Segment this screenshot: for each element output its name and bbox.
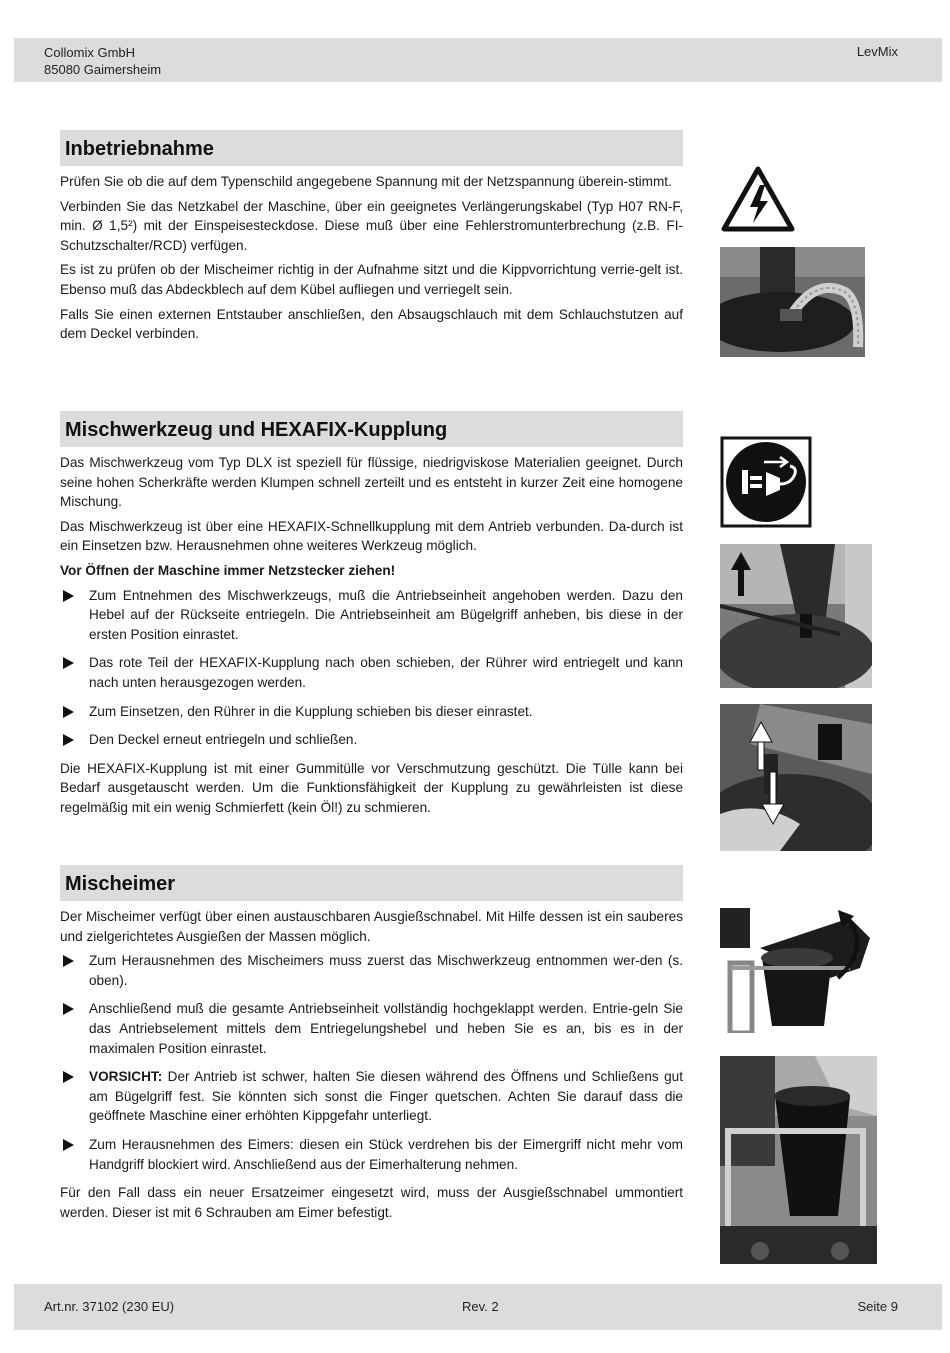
bullet-triangle-icon xyxy=(63,955,74,967)
bucket-tilt-photo xyxy=(720,908,875,1033)
company-name: Collomix GmbH xyxy=(44,45,136,60)
bullet-triangle-icon xyxy=(63,706,74,718)
caution-label: VORSICHT: xyxy=(89,1069,163,1085)
paragraph: Der Mischeimer verfügt über einen austauschbaren Ausgießschnabel. Mit Hilfe dessen ist ein sauberes und zielgerichtetes Ausgießen der Massen möglich. xyxy=(60,909,683,944)
section-title: Mischeimer xyxy=(60,865,683,901)
bullet-triangle-icon xyxy=(63,734,74,746)
bullet-triangle-icon xyxy=(63,1071,74,1083)
bullet-triangle-icon xyxy=(63,1003,74,1015)
list-item: Zum Entnehmen des Mischwerkzeugs, muß die Antriebseinheit angehoben werden. Dazu den Hebel auf der Rückseite entriegeln. Die Antriebseinheit am Bügelgriff anheben, bis diese in der ersten Position einrastet. xyxy=(60,586,683,645)
warning-text: Vor Öffnen der Maschine immer Netzstecker ziehen! xyxy=(60,562,396,578)
bullet-triangle-icon xyxy=(63,590,74,602)
paragraph: Es ist zu prüfen ob der Mischeimer richtig in der Aufnahme sitzt und die Kippvorrichtung verrie-gelt ist. Ebenso muß das Abdeckblech auf dem Kübel aufliegen und verriegelt sein. xyxy=(60,262,683,297)
page-footer xyxy=(14,1284,942,1330)
bucket-removal-photo xyxy=(720,1056,877,1264)
paragraph: Prüfen Sie ob die auf dem Typenschild angegebene Spannung mit der Netzspannung überein-stimmt. xyxy=(60,174,672,189)
bullet-triangle-icon xyxy=(63,1139,74,1151)
list-item: Zum Einsetzen, den Rührer in die Kupplung schieben bis dieser einrastet. xyxy=(60,702,683,722)
company-block xyxy=(44,44,161,78)
section-mischeimer xyxy=(60,865,683,1227)
product-name: LevMix xyxy=(856,44,898,59)
section-inbetriebnahme xyxy=(60,130,683,349)
paragraph: Die HEXAFIX-Kupplung ist mit einer Gummitülle vor Verschmutzung geschützt. Die Tülle kann bei Bedarf ausgetauscht werden. Um die Funktionsfähigkeit der Kupplung zu gewährleisten ist diese regelmäßig mit ein wenig Schmierfett (kein Öl!) zu schmieren. xyxy=(60,760,683,815)
article-number: Art.nr. 37102 (230 EU) xyxy=(44,1299,175,1314)
list-item: VORSICHT: Der Antrieb ist schwer, halten Sie diesen während des Öffnens und Schließens gut am Bügelgriff fest. Sie könnten sich sonst die Finger quetschen. Achten Sie darauf dass die geöffnete Maschine einer erhöhten Kippgefahr unterliegt. xyxy=(60,1067,683,1126)
paragraph: Falls Sie einen externen Entstauber anschließen, den Absaugschlauch mit dem Schlauchstutzen auf dem Deckel verbinden. xyxy=(60,306,683,342)
page-number: Seite 9 xyxy=(857,1299,898,1314)
company-address: 85080 Gaimersheim xyxy=(44,62,162,77)
hexafix-coupling-photo xyxy=(720,704,872,851)
high-voltage-warning-icon xyxy=(720,165,796,233)
section-mischwerkzeug xyxy=(60,411,683,823)
drive-lift-photo xyxy=(720,544,872,688)
paragraph: Das Mischwerkzeug vom Typ DLX ist speziell für flüssige, niedrigviskose Materialien geeignet. Durch seine hohen Scherkräfte werden Klumpen schnell zerteilt und es entsteht in kurzer Zeit eine homogene Mischung. xyxy=(60,455,683,510)
list-item: Das rote Teil der HEXAFIX-Kupplung nach oben schieben, der Rührer wird entriegelt und kann nach unten herausgezogen werden. xyxy=(60,653,683,692)
unplug-mains-icon xyxy=(720,436,812,528)
machine-hose-photo xyxy=(720,247,865,357)
paragraph: Das Mischwerkzeug ist über eine HEXAFIX-Schnellkupplung mit dem Antrieb verbunden. Da-durch ist ein Einsetzen bzw. Herausnehmen ohne weiteres Werkzeug möglich. xyxy=(60,518,683,554)
revision: Rev. 2 xyxy=(462,1299,499,1314)
section-title: Mischwerkzeug und HEXAFIX-Kupplung xyxy=(60,411,683,447)
paragraph: Für den Fall dass ein neuer Ersatzeimer eingesetzt wird, muss der Ausgießschnabel ummontiert werden. Dieser ist mit 6 Schrauben am Eimer befestigt. xyxy=(60,1185,683,1220)
page-header xyxy=(14,38,942,82)
list-item: Zum Herausnehmen des Eimers: diesen ein Stück verdrehen bis der Eimergriff nicht mehr vom Handgriff blockiert wird. Anschließend aus der Eimerhalterung nehmen. xyxy=(60,1135,683,1174)
list-item: Den Deckel erneut entriegeln und schließen. xyxy=(60,730,683,750)
paragraph: Verbinden Sie das Netzkabel der Maschine, über ein geeignetes Verlängerungskabel (Typ H07 RN-F, min. Ø 1,5²) mit der Einspeisesteckdose. Diese muß über eine Fehlerstromunterbrechung (z.B. FI-Schutzschalter/RCD) verfügen. xyxy=(60,198,683,253)
bullet-triangle-icon xyxy=(63,657,74,669)
list-item: Anschließend muß die gesamte Antriebseinheit vollständig hochgeklappt werden. Entrie-geln Sie das Antriebselement mittels dem Entriegelungshebel und heben Sie es an, bis es in der maximalen Position einrastet. xyxy=(60,999,683,1058)
list-item: Zum Herausnehmen des Mischeimers muss zuerst das Mischwerkzeug entnommen wer-den (s. oben). xyxy=(60,951,683,990)
section-title: Inbetriebnahme xyxy=(60,130,683,166)
